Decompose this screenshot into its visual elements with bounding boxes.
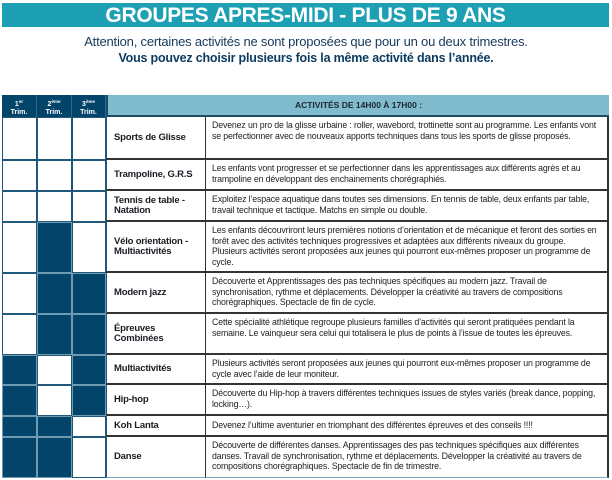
trim-cell-3: [72, 117, 106, 160]
activity-description: Les enfants découvriront leurs premières notions d’orientation et de mécanique et feront des sorties en forêt avec des activités techniques progressives et adaptées aux différents niveaux du groupe. Plusieurs activités seront proposées aux jeunes qui pourront eux-mêmes proposer un programme de cycle.: [206, 222, 609, 273]
trim-cell-3: [72, 222, 106, 273]
activity-name: Épreuves Combinées: [106, 314, 206, 355]
trim-cell-2: [37, 314, 72, 355]
activity-description: Cette spécialité athlétique regroupe plusieurs familles d’activités qui seront pratiquées pendant la semaine. Le vainqueur sera celui qui totalisera le plus de points à l’issue de toutes les épreuves.: [206, 314, 609, 355]
activity-description: Exploitez l’espace aquatique dans toutes ses dimensions. En tennis de table, deux enfants par table, travail technique et tactique. Matchs en simple ou double.: [206, 191, 609, 222]
trim-cell-1: [2, 191, 37, 222]
trim-cell-2: [37, 355, 72, 385]
activities-header: ACTIVITÉS DE 14H00 À 17H00 :: [106, 95, 609, 117]
trim-cell-1: [2, 314, 37, 355]
trim-cell-3: [72, 314, 106, 355]
trim-cell-1: [2, 222, 37, 273]
trim-cell-1: [2, 416, 37, 437]
activity-name: Koh Lanta: [106, 416, 206, 437]
trim-label: Trim.: [45, 109, 63, 116]
activity-name: Hip-hop: [106, 385, 206, 416]
trim-cell-3: [72, 160, 106, 191]
notice-text: Attention, certaines activités ne sont proposées que pour un ou deux trimestres.: [84, 34, 528, 49]
trim-cell-2: [37, 273, 72, 314]
trim-cell-3: [72, 355, 106, 385]
trim-cell-2: [37, 117, 72, 160]
trim-number: 3: [82, 101, 86, 108]
trim-label: Trim.: [10, 109, 28, 116]
trim-cell-2: [37, 222, 72, 273]
trim-cell-3: [72, 437, 106, 478]
activities-table: [2, 95, 609, 478]
activity-description: Devenez un pro de la glisse urbaine : roller, wavebord, trottinette sont au programme. Les enfants vont se perfectionner avec de nouveaux apports techniques dans tous les sports de glisse proposés.: [206, 117, 609, 160]
notice-bold-text: Vous pouvez choisir plusieurs fois la même activité dans l’année.: [118, 51, 494, 65]
trim-cell-1: [2, 385, 37, 416]
activity-name: Tennis de table - Natation: [106, 191, 206, 222]
trim-suffix: ème: [85, 99, 95, 104]
trim-suffix: er: [18, 99, 24, 104]
trim-cell-3: [72, 416, 106, 437]
activity-description: Découverte et Apprentissages des pas techniques spécifiques au modern jazz. Travail de synchronisation, rythme et déplacements. Développer la créativité au travers de compositions chorégraphiques. Spectacle de fin de cycle.: [206, 273, 609, 314]
trim-cell-3: [72, 273, 106, 314]
activity-description: Plusieurs activités seront proposées aux jeunes qui pourront eux-mêmes proposer un programme de cycle avec l’aide de leur moniteur.: [206, 355, 609, 385]
trim-label: Trim.: [80, 109, 97, 116]
trim-cell-2: [37, 416, 72, 437]
trim-cell-1: [2, 437, 37, 478]
activity-name: Multiactivités: [106, 355, 206, 385]
trim-number: 2: [47, 101, 52, 108]
activity-description: Les enfants vont progresser et se perfectionner dans les apprentissages aux différents agrès et au trampoline en développant des enchainements chorégraphiés.: [206, 160, 609, 191]
trim-cell-3: [72, 385, 106, 416]
trim-cell-1: [2, 160, 37, 191]
trim-cell-1: [2, 355, 37, 385]
trim-cell-2: [37, 385, 72, 416]
trim-header-3: [72, 95, 106, 117]
trim-cell-1: [2, 117, 37, 160]
page-title: GROUPES APRES-MIDI - PLUS DE 9 ANS: [2, 3, 609, 27]
activity-description: Découverte du Hip-hop à travers différentes techniques issues de styles variés (break dance, popping, locking…).: [206, 385, 609, 416]
trim-cell-2: [37, 191, 72, 222]
trim-number: 1: [14, 101, 19, 108]
trim-cell-1: [2, 273, 37, 314]
trim-header-1: [2, 95, 37, 117]
activity-name: Vélo orientation - Multiactivités: [106, 222, 206, 273]
activity-name: Trampoline, G.R.S: [106, 160, 206, 191]
trim-header-2: [37, 95, 72, 117]
activity-name: Sports de Glisse: [106, 117, 206, 160]
trim-cell-3: [72, 191, 106, 222]
activity-description: Découverte de différentes danses. Apprentissages des pas techniques spécifiques aux différentes danses. Travail de synchronisation, rythme et déplacements. Développer la créativité au travers de compositions chorégraphiques. Spectacle de fin de trimestre.: [206, 437, 609, 478]
activity-name: Modern jazz: [106, 273, 206, 314]
trim-cell-2: [37, 437, 72, 478]
activity-name: Danse: [106, 437, 206, 478]
trim-cell-2: [37, 160, 72, 191]
activity-description: Devenez l’ultime aventurier en triomphant des différentes épreuves et des conseils !!!!: [206, 416, 609, 437]
trim-suffix: ème: [51, 99, 61, 104]
